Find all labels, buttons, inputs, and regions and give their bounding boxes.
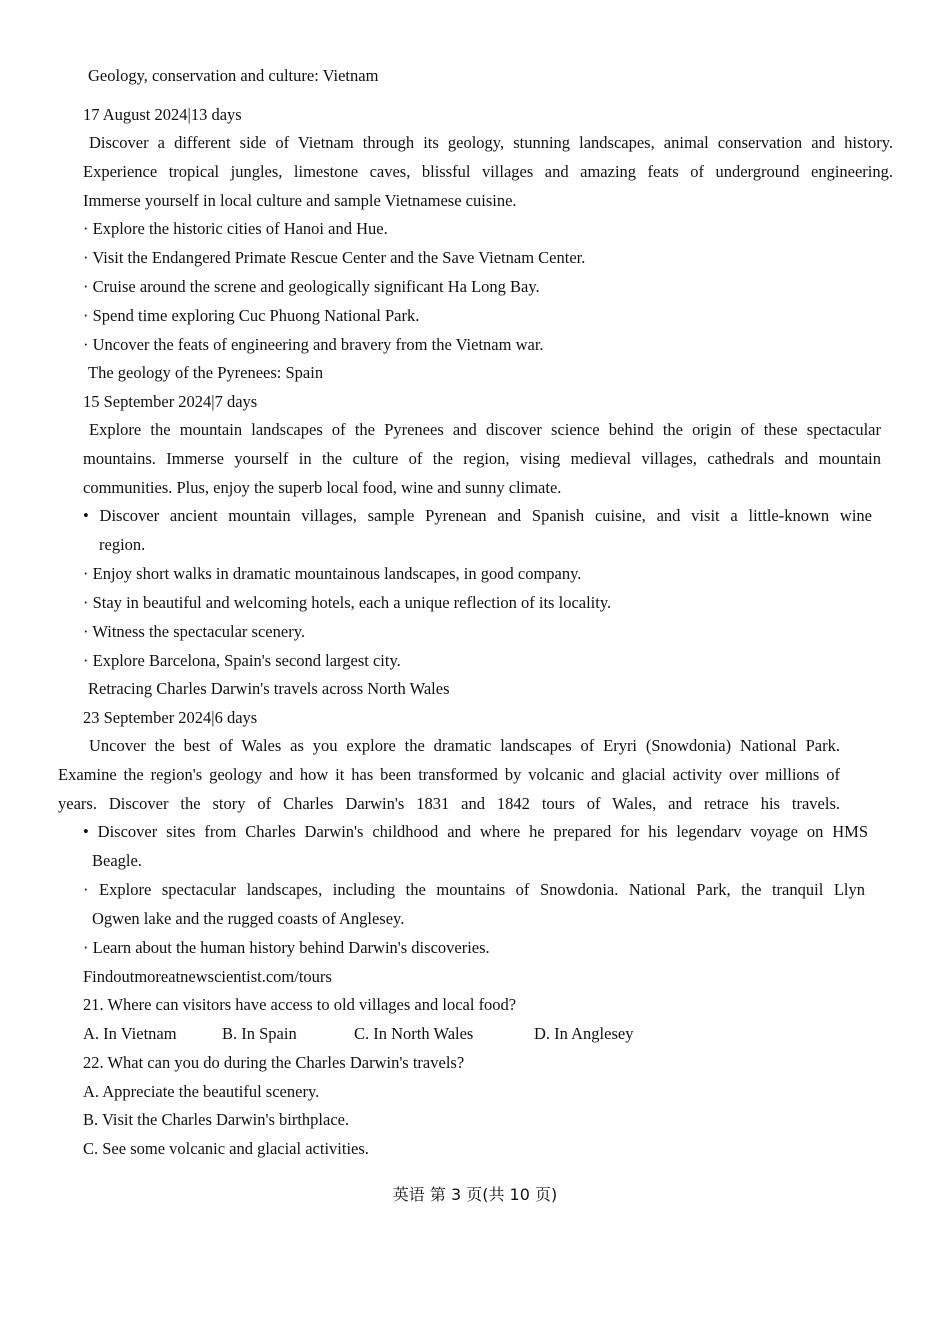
spain-tour-date: 15 September 2024|7 days	[83, 392, 258, 411]
vietnam-bullet-2: · Visit the Endangered Primate Rescue Center and the Save Vietnam Center.	[83, 248, 586, 267]
spain-desc-line-3: communities. Plus, enjoy the superb local food, wine and sunny climate.	[83, 477, 562, 497]
q22-option-c: C. See some volcanic and glacial activities.	[83, 1139, 369, 1158]
spain-bullet-1	[83, 502, 872, 560]
wales-bullet-1-line-2: Beagle.	[92, 850, 142, 870]
wales-bullet-1	[83, 818, 868, 876]
question-21-options	[83, 1024, 683, 1044]
question-21: 21. Where can visitors have access to old villages and local food?	[83, 995, 517, 1014]
vietnam-bullet-3: · Cruise around the screne and geologically significant Ha Long Bay.	[83, 277, 540, 296]
wales-tour-description	[58, 732, 840, 818]
find-more-line: Findoutmoreatnewscientist.com/tours	[83, 967, 332, 986]
wales-tour-title: Retracing Charles Darwin's travels across North Wales	[88, 679, 450, 698]
wales-desc-line-1: Uncover the best of Wales as you explore the dramatic landscapes of Eryri (Snowdonia) National Park.	[89, 736, 840, 755]
wales-bullet-2-line-1: · Explore spectacular landscapes, including the mountains of Snowdonia. National Park, the tranquil Llyn	[83, 880, 865, 899]
q21-option-c: C. In North Wales	[354, 1024, 474, 1043]
wales-desc-line-3: years. Discover the story of Charles Darwin's 1831 and 1842 tours of Wales, and retrace his travels.	[58, 793, 840, 813]
spain-bullet-3: · Stay in beautiful and welcoming hotels, each a unique reflection of its locality.	[83, 593, 612, 612]
vietnam-tour-date: 17 August 2024|13 days	[83, 105, 242, 124]
question-22: 22. What can you do during the Charles Darwin's travels?	[83, 1053, 465, 1072]
vietnam-bullet-5: · Uncover the feats of engineering and bravery from the Vietnam war.	[83, 335, 544, 354]
spain-tour-description	[83, 416, 881, 502]
wales-bullet-3: · Learn about the human history behind Darwin's discoveries.	[83, 938, 490, 957]
spain-desc-line-2: mountains. Immerse yourself in the culture of the region, vising medieval villages, cathedrals and mountain	[83, 448, 881, 468]
vietnam-bullet-1: · Explore the historic cities of Hanoi and Hue.	[83, 219, 388, 238]
q22-option-a: A. Appreciate the beautiful scenery.	[83, 1082, 320, 1101]
spain-tour-title: The geology of the Pyrenees: Spain	[88, 363, 324, 382]
spain-bullet-1-line-2: region.	[99, 534, 146, 554]
spain-desc-line-1: Explore the mountain landscapes of the Pyrenees and discover science behind the origin of these spectacular	[89, 420, 881, 439]
vietnam-tour-description	[83, 129, 893, 215]
wales-bullet-2	[83, 876, 865, 934]
vietnam-desc-line-2: Experience tropical jungles, limestone caves, blissful villages and amazing feats of underground engineering.	[83, 161, 893, 181]
q21-option-b: B. In Spain	[222, 1024, 297, 1043]
wales-bullet-1-line-1: • Discover sites from Charles Darwin's childhood and where he prepared for his legendarv voyage on HMS	[83, 822, 868, 841]
vietnam-desc-line-3: Immerse yourself in local culture and sample Vietnamese cuisine.	[83, 190, 517, 210]
spain-bullet-4: · Witness the spectacular scenery.	[83, 622, 305, 641]
wales-tour-date: 23 September 2024|6 days	[83, 708, 258, 727]
vietnam-desc-line-1: Discover a different side of Vietnam through its geology, stunning landscapes, animal conservation and history.	[89, 133, 893, 152]
page-footer: 英语 第 3 页(共 10 页)	[392, 1185, 558, 1204]
wales-desc-line-2: Examine the region's geology and how it has been transformed by volcanic and glacial activity over millions of	[58, 764, 840, 784]
vietnam-bullet-4: · Spend time exploring Cuc Phuong National Park.	[83, 306, 420, 325]
wales-bullet-2-line-2: Ogwen lake and the rugged coasts of Anglesey.	[92, 908, 405, 928]
q21-option-a: A. In Vietnam	[83, 1024, 177, 1043]
spain-bullet-2: · Enjoy short walks in dramatic mountainous landscapes, in good company.	[83, 564, 582, 583]
q21-option-d: D. In Anglesey	[534, 1024, 634, 1043]
spain-bullet-1-line-1: • Discover ancient mountain villages, sample Pyrenean and Spanish cuisine, and visit a little-known wine	[83, 506, 872, 525]
q22-option-b: B. Visit the Charles Darwin's birthplace.	[83, 1110, 350, 1129]
vietnam-tour-title: Geology, conservation and culture: Vietnam	[88, 66, 379, 85]
spain-bullet-5: · Explore Barcelona, Spain's second largest city.	[83, 651, 401, 670]
